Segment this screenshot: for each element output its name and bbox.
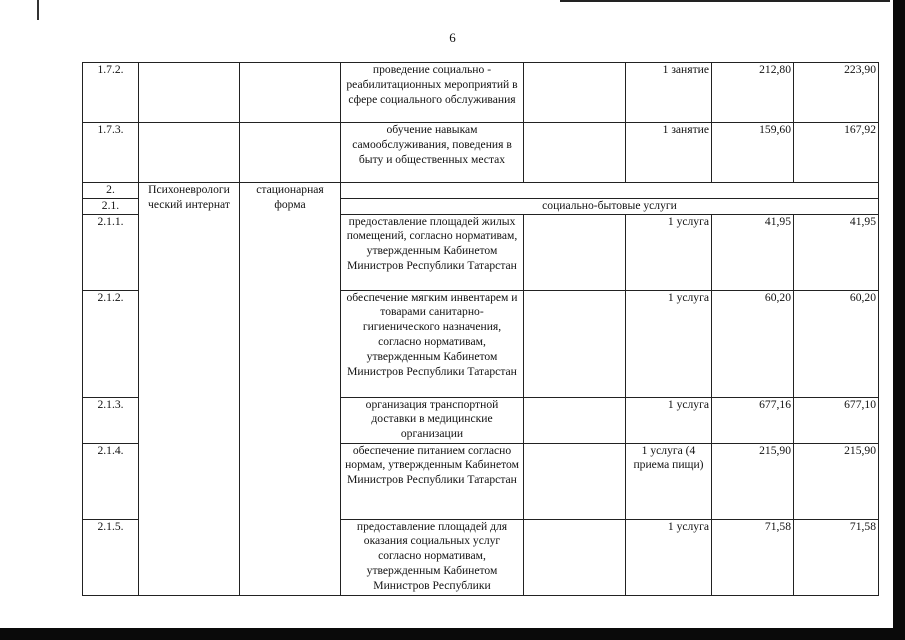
row-number: 1.7.3. xyxy=(83,123,139,183)
row-number: 2.1.1. xyxy=(83,214,139,290)
row-number: 2.1.3. xyxy=(83,397,139,443)
form-cell xyxy=(240,63,341,123)
value-2: 167,92 xyxy=(794,123,879,183)
value-2: 223,90 xyxy=(794,63,879,123)
empty-cell xyxy=(524,63,626,123)
org-cell xyxy=(139,123,240,183)
service-name: предоставление площадей для оказания социальных услуг согласно нормативам, утвержденным Кабинетом Министров Республики xyxy=(341,519,524,595)
service-name: обеспечение питанием согласно нормам, утвержденным Кабинетом Министров Республики Татарстан xyxy=(341,443,524,519)
row-number: 2.1. xyxy=(83,198,139,214)
value-2: 215,90 xyxy=(794,443,879,519)
form-cell xyxy=(240,123,341,183)
scan-edge-left xyxy=(37,0,39,20)
tariff-table xyxy=(82,62,879,596)
unit-cell: 1 занятие xyxy=(626,63,712,123)
org-cell xyxy=(139,63,240,123)
scan-edge-right xyxy=(893,0,905,640)
unit-cell: 1 услуга xyxy=(626,214,712,290)
row-number: 2.1.2. xyxy=(83,290,139,397)
value-2: 71,58 xyxy=(794,519,879,595)
service-name: предоставление площадей жилых помещений, согласно нормативам, утвержденным Кабинетом Министров Республики Татарстан xyxy=(341,214,524,290)
value-1: 215,90 xyxy=(712,443,794,519)
service-form: стационарная форма xyxy=(240,183,341,596)
row-number: 2. xyxy=(83,183,139,199)
empty-cell xyxy=(524,123,626,183)
row-number: 2.1.4. xyxy=(83,443,139,519)
empty-cell xyxy=(524,214,626,290)
value-1: 677,16 xyxy=(712,397,794,443)
empty-cell xyxy=(524,519,626,595)
value-2: 41,95 xyxy=(794,214,879,290)
empty-cell xyxy=(524,443,626,519)
unit-cell: 1 услуга (4 приема пищи) xyxy=(626,443,712,519)
empty-cell xyxy=(524,397,626,443)
value-2: 60,20 xyxy=(794,290,879,397)
value-1: 212,80 xyxy=(712,63,794,123)
value-1: 71,58 xyxy=(712,519,794,595)
org-name: Психоневрологи ческий интернат xyxy=(139,183,240,596)
unit-cell: 1 услуга xyxy=(626,519,712,595)
value-2: 677,10 xyxy=(794,397,879,443)
empty-cell xyxy=(524,290,626,397)
service-name: обучение навыкам самообслуживания, поведения в быту и общественных местах xyxy=(341,123,524,183)
scan-edge-top xyxy=(560,0,890,2)
service-name: обеспечение мягким инвентарем и товарами санитарно-гигиенического назначения, согласно нормативам, утвержденным Кабинетом Министров Республики Татарстан xyxy=(341,290,524,397)
value-1: 60,20 xyxy=(712,290,794,397)
service-name: проведение социально - реабилитационных мероприятий в сфере социального обслуживания xyxy=(341,63,524,123)
unit-cell: 1 занятие xyxy=(626,123,712,183)
empty-cell xyxy=(341,183,879,199)
service-name: организация транспортной доставки в медицинские организации xyxy=(341,397,524,443)
table-row xyxy=(83,63,879,123)
unit-cell: 1 услуга xyxy=(626,290,712,397)
value-1: 41,95 xyxy=(712,214,794,290)
page-number: 6 xyxy=(449,30,456,45)
scan-edge-bottom xyxy=(0,628,905,640)
table-row xyxy=(83,183,879,199)
unit-cell: 1 услуга xyxy=(626,397,712,443)
category-header: социально-бытовые услуги xyxy=(341,198,879,214)
table-row xyxy=(83,123,879,183)
row-number: 2.1.5. xyxy=(83,519,139,595)
row-number: 1.7.2. xyxy=(83,63,139,123)
value-1: 159,60 xyxy=(712,123,794,183)
